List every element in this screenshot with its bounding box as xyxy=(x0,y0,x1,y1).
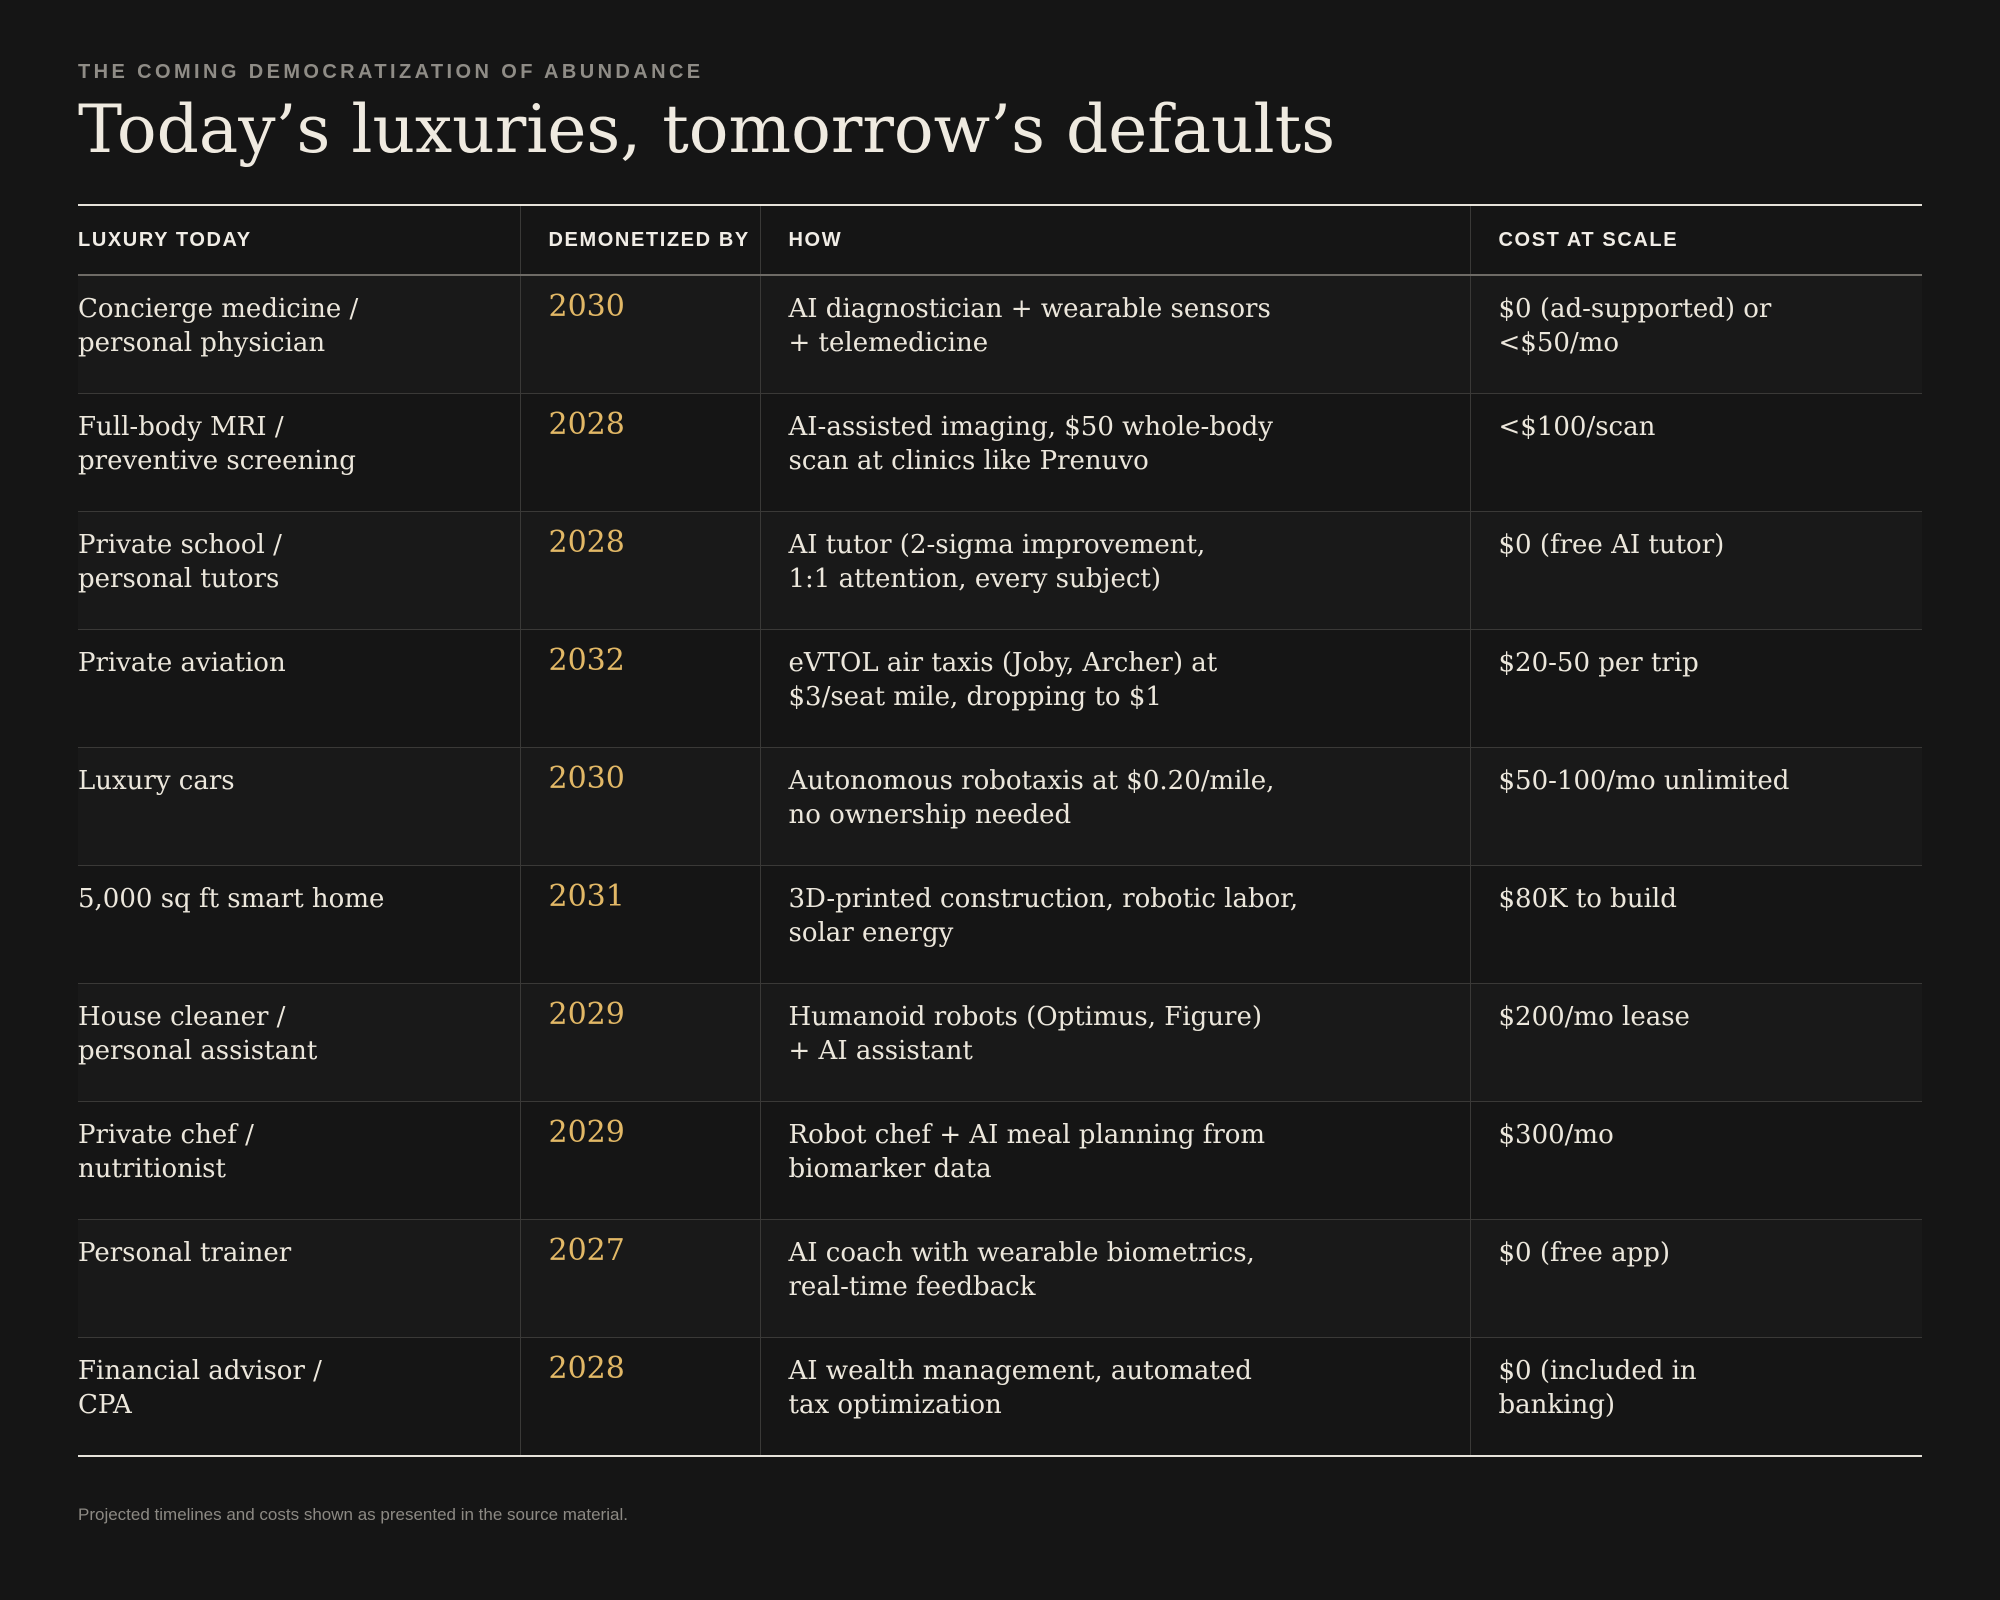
table-row xyxy=(78,1219,1922,1337)
cost-cell-line: <$50/mo xyxy=(1498,328,1619,358)
luxury-cell-line: Private school / xyxy=(78,529,282,560)
column-header-how: HOW xyxy=(760,206,1470,275)
how-cell-line: real-time feedback xyxy=(788,1271,1036,1302)
column-header-luxury: LUXURY TODAY xyxy=(78,206,520,275)
cost-cell xyxy=(1470,1219,1922,1337)
table-row xyxy=(78,511,1922,629)
how-cell-line: Autonomous robotaxis at $0.20/mile, xyxy=(788,765,1275,796)
cost-cell-line: banking) xyxy=(1498,1389,1615,1420)
cost-cell xyxy=(1470,275,1922,393)
luxury-cell-line: Full-body MRI / xyxy=(78,411,284,442)
how-cell xyxy=(760,1101,1470,1219)
year-cell: 2029 xyxy=(520,1101,760,1219)
footnote: Projected timelines and costs shown as presented in the source material. xyxy=(78,1505,628,1524)
year-cell: 2028 xyxy=(520,511,760,629)
how-cell-line: solar energy xyxy=(788,917,954,948)
table-row xyxy=(78,1101,1922,1219)
how-cell xyxy=(760,1337,1470,1455)
table-row xyxy=(78,865,1922,983)
cost-cell xyxy=(1470,1337,1922,1455)
how-cell-line: no ownership needed xyxy=(788,799,1072,830)
luxury-cell-line: CPA xyxy=(78,1389,132,1420)
luxury-cell xyxy=(78,1337,520,1455)
year-cell: 2028 xyxy=(520,1337,760,1455)
how-cell-line: scan at clinics like Prenuvo xyxy=(788,445,1149,476)
cost-cell-line: $20-50 per trip xyxy=(1498,647,1699,678)
table-row xyxy=(78,275,1922,393)
how-cell xyxy=(760,275,1470,393)
table-row xyxy=(78,747,1922,865)
table-row xyxy=(78,629,1922,747)
how-cell-line: + telemedicine xyxy=(788,328,989,358)
luxury-cell-line: personal physician xyxy=(78,328,326,358)
how-cell-line: Robot chef + AI meal planning from xyxy=(788,1119,1266,1150)
year-cell: 2028 xyxy=(520,393,760,511)
luxury-cell-line: Financial advisor / xyxy=(78,1355,322,1386)
how-cell xyxy=(760,629,1470,747)
table-header-row xyxy=(78,206,1922,275)
year-cell: 2031 xyxy=(520,865,760,983)
year-cell: 2032 xyxy=(520,629,760,747)
luxury-cell-line: personal assistant xyxy=(78,1035,318,1066)
cost-cell xyxy=(1470,1101,1922,1219)
how-cell-line: 3D-printed construction, robotic labor, xyxy=(788,883,1299,914)
how-cell xyxy=(760,865,1470,983)
luxury-cell-line: Luxury cars xyxy=(78,765,235,796)
cost-cell xyxy=(1470,983,1922,1101)
cost-cell xyxy=(1470,511,1922,629)
cost-cell xyxy=(1470,629,1922,747)
luxury-cell-line: Personal trainer xyxy=(78,1237,292,1268)
table-row xyxy=(78,983,1922,1101)
how-cell-line: Humanoid robots (Optimus, Figure) xyxy=(788,1001,1262,1032)
year-cell: 2030 xyxy=(520,747,760,865)
how-cell-line: AI tutor (2-sigma improvement, xyxy=(788,529,1206,560)
cost-cell xyxy=(1470,865,1922,983)
cost-cell-line: $0 (ad-supported) or xyxy=(1498,294,1772,324)
luxury-table xyxy=(78,204,1922,1457)
page-title: Today’s luxuries, tomorrow’s defaults xyxy=(78,91,1336,168)
how-cell-line: AI-assisted imaging, $50 whole-body xyxy=(788,411,1273,442)
luxury-cell xyxy=(78,747,520,865)
luxury-cell xyxy=(78,865,520,983)
year-cell: 2029 xyxy=(520,983,760,1101)
how-cell xyxy=(760,983,1470,1101)
luxury-cell-line: nutritionist xyxy=(78,1153,226,1184)
how-cell xyxy=(760,1219,1470,1337)
how-cell-line: $3/seat mile, dropping to $1 xyxy=(788,681,1162,712)
luxury-cell-line: House cleaner / xyxy=(78,1001,286,1032)
cost-cell-line: <$100/scan xyxy=(1498,411,1656,442)
how-cell-line: biomarker data xyxy=(788,1153,992,1184)
cost-cell-line: $80K to build xyxy=(1498,883,1677,914)
cost-cell-line: $0 (included in xyxy=(1498,1355,1697,1386)
cost-cell-line: $300/mo xyxy=(1498,1119,1614,1150)
table-row xyxy=(78,393,1922,511)
column-header-cost: COST AT SCALE xyxy=(1470,206,1922,275)
luxury-cell xyxy=(78,1219,520,1337)
kicker-label: THE COMING DEMOCRATIZATION OF ABUNDANCE xyxy=(78,61,704,83)
luxury-cell-line: Private chef / xyxy=(78,1119,254,1150)
luxury-cell-line: personal tutors xyxy=(78,563,280,594)
how-cell-line: AI wealth management, automated xyxy=(788,1355,1252,1386)
how-cell-line: AI coach with wearable biometrics, xyxy=(788,1237,1255,1268)
luxury-cell xyxy=(78,629,520,747)
luxury-cell xyxy=(78,983,520,1101)
luxury-cell xyxy=(78,393,520,511)
cost-cell-line: $200/mo lease xyxy=(1498,1001,1690,1032)
luxury-cell-line: Concierge medicine / xyxy=(78,294,359,324)
how-cell-line: eVTOL air taxis (Joby, Archer) at xyxy=(788,647,1218,678)
cost-cell xyxy=(1470,393,1922,511)
luxury-cell xyxy=(78,275,520,393)
luxury-cell xyxy=(78,511,520,629)
how-cell xyxy=(760,393,1470,511)
luxury-cell xyxy=(78,1101,520,1219)
cost-cell-line: $50-100/mo unlimited xyxy=(1498,765,1790,796)
how-cell xyxy=(760,747,1470,865)
how-cell xyxy=(760,511,1470,629)
luxury-cell-line: preventive screening xyxy=(78,445,356,476)
how-cell-line: tax optimization xyxy=(788,1389,1002,1420)
cost-cell xyxy=(1470,747,1922,865)
how-cell-line: 1:1 attention, every subject) xyxy=(788,563,1162,594)
luxury-cell-line: 5,000 sq ft smart home xyxy=(78,883,385,914)
cost-cell-line: $0 (free app) xyxy=(1498,1237,1671,1268)
column-header-demonetized-by: DEMONETIZED BY xyxy=(520,206,760,275)
how-cell-line: AI diagnostician + wearable sensors xyxy=(788,294,1271,324)
luxury-cell-line: Private aviation xyxy=(78,647,286,678)
cost-cell-line: $0 (free AI tutor) xyxy=(1498,529,1725,560)
year-cell: 2030 xyxy=(520,275,760,393)
table-body xyxy=(78,275,1922,1455)
year-cell: 2027 xyxy=(520,1219,760,1337)
table-row xyxy=(78,1337,1922,1455)
how-cell-line: + AI assistant xyxy=(788,1035,973,1066)
